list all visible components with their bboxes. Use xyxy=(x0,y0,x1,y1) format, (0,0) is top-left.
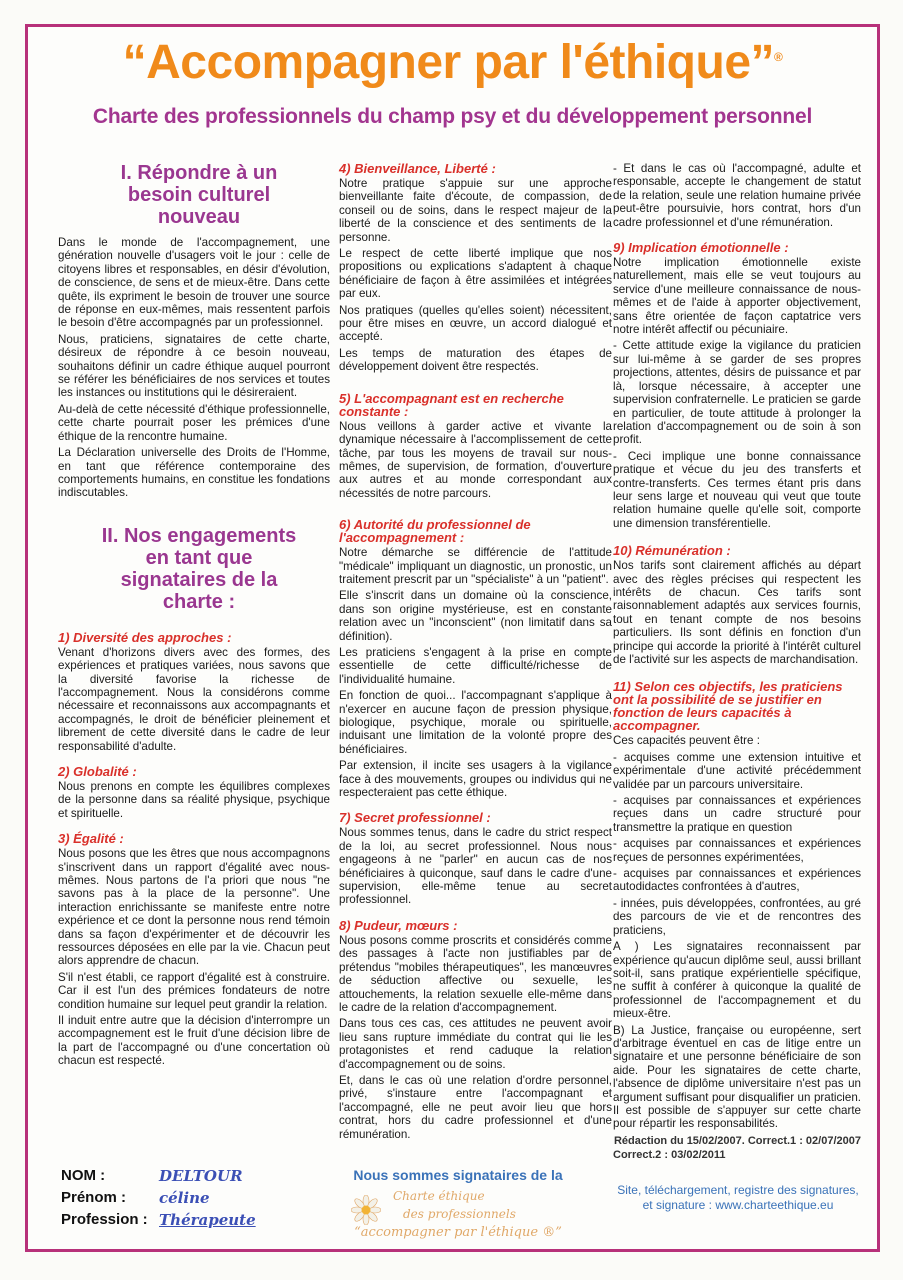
paragraph: - acquises par connaissances et expériences autodidactes confrontées à d'autres, xyxy=(613,867,861,894)
paragraph: - acquises par connaissances et expériences reçues dans un cadre structuré pour transmettre la pratique en question xyxy=(613,794,861,834)
paragraph: Nous posons comme proscrits et considérés comme des passages à l'acte non justifiables par de prétendus "mobiles thérapeutiques", les manœuvres de séduction affective ou sexuelle, les attouchements, la relation sexuelle elle-même dans le cadre de la relation d'accompagnement. xyxy=(339,933,612,1014)
stamp-line-3: “accompagner par l'éthique ®” xyxy=(354,1225,562,1240)
paragraph: Dans le monde de l'accompagnement, une génération nouvelle d'usagers voit le jour : celle de citoyens libres et responsables, en désir d'évolution, de conscience, de sens et de mieux-être. Dans cette quête, ils expriment le besoin de trouver une source de réponse en eux-mêmes, mais ressentent parfois le besoin d'être accompagnés par un professionnel. xyxy=(58,236,330,330)
stamp-heading: Nous sommes signataires de la xyxy=(353,1167,563,1183)
heading-capacites: 11) Selon ces objectifs, les praticiens ont la possibilité de se justifier en fonction de leurs capacités à accompagner. xyxy=(613,679,843,734)
section-1-title: I. Répondre à un besoin culturel nouveau xyxy=(120,162,278,228)
column-3 xyxy=(613,162,861,1162)
heading-pudeur: 8) Pudeur, mœurs : xyxy=(339,917,458,933)
registered-mark: ® xyxy=(774,50,783,64)
website-info xyxy=(613,1183,863,1213)
paragraph: Les praticiens s'engagent à la prise en compte essentielle de cette difficulté/richesse de l'individualité humaine. xyxy=(339,645,612,686)
paragraph: Nous, praticiens, signataires de cette charte, désireux de répondre à ce besoin nouveau, souhaitons définir un cadre éthique auquel pourront se référer les bénéficiaires de nos services et toutes les instances ou institutions qui le désireraient. xyxy=(58,332,330,400)
paragraph: Nos tarifs sont clairement affichés au départ avec des règles précises qui respectent les intérêts de chacun. Ces tarifs sont raisonnablement adaptés aux services fournis, tout en tenant compte de nos besoins particuliers. Ils sont définis en fonction d'un principe qui accorde la priorité à l'intérêt culturel de l'activité sur les aspects de marchandisation. xyxy=(613,559,861,666)
paragraph: Nous posons que les êtres que nous accompagnons s'inscrivent dans un rapport d'égalité avec nous-mêmes. Nous partons de l'a priori que nous "ne savons pas à la place de la personne". Une interaction enrichissante se manifeste entre notre expérience et ce dont la personne nous rend témoin dans sa façon d'expérimenter et de découvrir les ressources déposées en elle par la vie. Chacun peut alors apprendre de chacun. xyxy=(58,847,330,968)
nom-value: DELTOUR xyxy=(159,1167,243,1185)
column-2 xyxy=(339,162,612,1144)
heading-remuneration: 10) Rémunération : xyxy=(613,543,731,559)
paragraph: Venant d'horizons divers avec des formes, des expériences et pratiques variées, nous savons que la diversité favorise la richesse de l'accompagnement. Nous la considérons comme nécessaire et reconnaissons aux accompagnants et accompagnés, le droit de bénéficier pleinement et librement de cette diversité dans le cadre de leur responsabilité d'adulte. xyxy=(58,645,330,753)
paragraph: Les temps de maturation des étapes de développement doivent être respectés. xyxy=(339,346,612,374)
heading-diversite: 1) Diversité des approches : xyxy=(58,629,232,645)
column-1 xyxy=(58,162,330,1071)
website-line-1: Site, téléchargement, registre des signatures, xyxy=(617,1183,859,1197)
paragraph: A ) Les signataires reconnaissent par expérience qu'aucun diplôme seul, aussi brillant soit-il, sans pratique expérientielle spécifique, ne suffit à conférer à quiconque la qualité de professionnel de l'accompagnement et du mieux-être. xyxy=(613,940,861,1021)
body-bienveillance xyxy=(339,177,612,374)
paragraph: - innées, puis développées, confrontées, au gré des parcours de vie et de rencontres des praticiens, xyxy=(613,896,861,937)
nom-label: NOM : xyxy=(61,1167,106,1184)
profession-value: Thérapeute xyxy=(159,1211,256,1229)
body-capacites xyxy=(613,734,861,1130)
paragraph: Nous sommes tenus, dans le cadre du strict respect de la loi, au secret professionnel. Nous nous engageons à ne "parler" en aucun cas de nos bénéficiaires à quiconque, sauf dans le cadre d'une supervision, elle-même tenue au secret professionnel. xyxy=(339,826,612,907)
profession-label: Profession : xyxy=(61,1211,148,1228)
paragraph: Ces capacités peuvent être : xyxy=(613,734,760,748)
signatory-stamp xyxy=(313,1167,603,1245)
heading-egalite: 3) Égalité : xyxy=(58,831,124,847)
paragraph: Le respect de cette liberté implique que nos propositions ou explications s'adaptent à chaque bénéficiaire de façon à être assimilées et intégrées par eux. xyxy=(339,247,612,301)
section-2-title: II. Nos engagements en tant que signataires de la charte : xyxy=(101,524,297,613)
heading-bienveillance: 4) Bienveillance, Liberté : xyxy=(339,161,496,176)
heading-secret: 7) Secret professionnel : xyxy=(339,810,491,826)
signatory-identity xyxy=(61,1165,256,1231)
paragraph: Par extension, il incite ses usagers à la vigilance face à des mouvements, groupes ou individus qui ne respecteraient pas cette éthique. xyxy=(339,759,612,800)
paragraph: Notre pratique s'appuie sur une approche bienveillante faite d'écoute, de compassion, de conseil ou de soins, dans le respect majeur de la liberté de la conscience et des sentiments de la personne. xyxy=(339,177,612,244)
section-1-body xyxy=(58,236,330,500)
heading-implication: 9) Implication émotionnelle : xyxy=(613,240,789,256)
paragraph: Notre implication émotionnelle existe naturellement, mais elle se veut toujours au service d'une meilleure connaissance de nous-mêmes et de l'aide à apporter objectivement, sans être orientée de façon captatrice vers notre intérêt affectif ou pécuniaire. xyxy=(613,256,861,337)
body-diversite xyxy=(58,646,330,753)
title-text: “Accompagner par l'éthique” xyxy=(122,36,775,89)
body-pudeur-cont xyxy=(613,162,861,229)
charter-frame xyxy=(25,24,880,1252)
credits-line-1: Rédaction du 15/02/2007. Correct.1 : 02/07/2007 xyxy=(613,1134,861,1147)
body-remuneration xyxy=(613,559,861,666)
paragraph: Au-delà de cette nécessité d'éthique professionnelle, cette charte pourrait poser les prémices d'une éthique de la rencontre humaine. xyxy=(58,402,330,443)
prenom-label: Prénom : xyxy=(61,1189,127,1206)
paragraph: - Et dans le cas où l'accompagné, adulte et responsable, accepte le changement de statut de la relation, seule une relation humaine privée peut-être poursuivie, hors contrat, hors d'un cadre professionnel et d'une rémunération. xyxy=(613,162,861,229)
paragraph: B) La Justice, française ou européenne, sert d'arbitrage éventuel en cas de litige entre un signataire et une personne bénéficiaire de son aide. Pour les signataires de cette charte, l'absence de diplôme universitaire n'est pas un argument suffisant pour disqualifier un praticien. Il est possible de s'appuyer sur cette charte pour répartir les responsabilités. xyxy=(613,1023,861,1131)
body-secret xyxy=(339,826,612,906)
paragraph: Dans tous ces cas, ces attitudes ne peuvent avoir lieu sans rupture immédiate du contrat qui lie les protagonistes et rend caduque la relation d'accompagnement ou de soins. xyxy=(339,1017,612,1071)
body-egalite xyxy=(58,847,330,1068)
paragraph: - Cette attitude exige la vigilance du praticien sur lui-même à se garder de ses propres projections, attentes, désirs de puissance et par là, lorsque nécessaire, à accepter une supervision confraternelle. Le praticien se garde en particulier, de toute attitude à prolonger la relation d'accompagnement ou de soin à son profit. xyxy=(613,339,861,447)
paragraph: Elle s'inscrit dans un domaine où la conscience, dans son origine mystérieuse, est en constante relation avec un "inconscient" (non limitatif dans sa définition). xyxy=(339,589,612,643)
paragraph: - acquises comme une extension intuitive et expérimentale d'une activité précédemment validée par un parcours universitaire. xyxy=(613,750,861,791)
page-subtitle: Charte des professionnels du champ psy et du développement personnel xyxy=(92,105,813,128)
paragraph: La Déclaration universelle des Droits de l'Homme, en tant que référence contemporaine des comportements humains, en constitue les fondations indiscutables. xyxy=(58,446,330,500)
flower-icon xyxy=(351,1195,381,1225)
paragraph: S'il n'est établi, ce rapport d'égalité est à construire. Car il est l'un des prémices fondateurs de notre condition humaine sur lequel peut grandir la relation. xyxy=(58,970,330,1011)
paragraph: Et, dans le cas où une relation d'ordre personnel, privé, s'instaure entre l'accompagnant et l'accompagné, elle ne peut avoir lieu que hors contrat, hors du cadre professionnel et d'une rémunération. xyxy=(339,1073,612,1141)
body-globalite xyxy=(58,780,330,820)
heading-autorite: 6) Autorité du professionnel de l'accompagnement : xyxy=(339,517,531,546)
page-title xyxy=(28,35,877,90)
paragraph: - Ceci implique une bonne connaissance pratique et vécue du jeu des transferts et contre-transferts. Ces termes étant pris dans leur sens large et nouveau qui veut que toute relation humaine quelle qu'elle soit, comporte une dimension transférentielle. xyxy=(613,449,861,530)
paragraph: En fonction de quoi... l'accompagnant s'applique à n'exercer en aucune façon de pression physique, biologique, psychique, morale ou spirituelle, induisant une limitation de la volonté propre des bénéficiaires. xyxy=(339,689,612,756)
credits xyxy=(613,1134,861,1162)
stamp-line-2: des professionnels xyxy=(403,1207,516,1221)
heading-globalite: 2) Globalité : xyxy=(58,763,137,779)
profession-row xyxy=(61,1209,256,1231)
body-recherche xyxy=(339,420,612,500)
website-line-2: et signature : www.charteethique.eu xyxy=(642,1198,834,1212)
paragraph: Nous prenons en compte les équilibres complexes de la personne dans sa réalité physique, psychique et spirituelle. xyxy=(58,779,330,820)
paragraph: Nos pratiques (quelles qu'elles soient) nécessitent, pour être mises en œuvre, un accord dialogué et accepté. xyxy=(339,303,612,344)
prenom-value: céline xyxy=(159,1189,210,1207)
nom-row xyxy=(61,1165,256,1187)
paragraph: Nous veillons à garder active et vivante la dynamique nécessaire à l'accomplissement de cette tâche, par tous les moyens de travail sur nous-mêmes, de supervision, de formation, d'ouverture aux autres et au monde correspondant aux nécessités de notre parcours. xyxy=(339,419,612,500)
footer xyxy=(28,1165,877,1255)
heading-recherche: 5) L'accompagnant est en recherche constante : xyxy=(339,390,564,419)
body-pudeur xyxy=(339,934,612,1141)
paragraph: Il induit entre autre que la décision d'interrompre un accompagnement est le fruit d'une décision libre de la part de l'accompagné ou d'une concertation où chacun est respecté. xyxy=(58,1014,330,1068)
stamp-line-1: Charte éthique xyxy=(393,1189,485,1203)
paragraph: - acquises par connaissances et expériences reçues de personnes expérimentées, xyxy=(613,837,861,864)
prenom-row xyxy=(61,1187,256,1209)
paragraph: Notre démarche se différencie de l'attitude "médicale" impliquant un diagnostic, un pronostic, un traitement prescrit par un "spécialiste" à un "patient". xyxy=(339,546,612,586)
body-autorite xyxy=(339,546,612,799)
credits-line-2: Correct.2 : 03/02/2011 xyxy=(613,1148,726,1161)
stamp-logo xyxy=(313,1185,603,1245)
body-implication xyxy=(613,256,861,530)
